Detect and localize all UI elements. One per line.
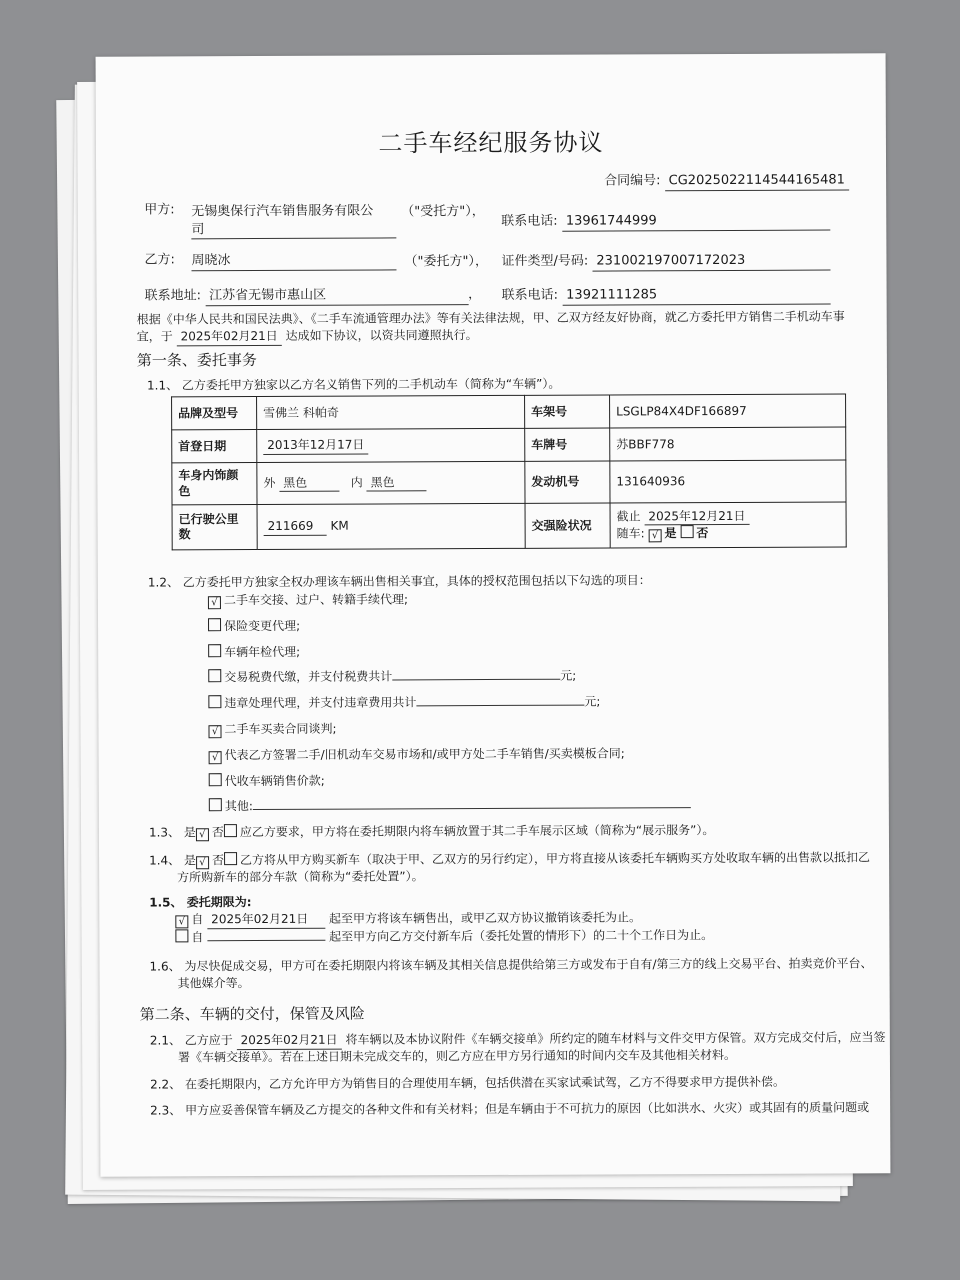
mileage-label: 已行驶公里 数 [172,505,257,551]
clause-1-4-cont: 方所购新车的部分车款（简称为“委托处置”）。 [177,869,424,885]
insurance-no-checkbox[interactable] [680,526,693,539]
document-title: 二手车经纪服务协议 [378,128,604,158]
contract-page [96,53,891,1176]
party-b-role: （"委托方"）， [404,254,488,270]
clause-1-3-yes-checkbox[interactable]: √ [196,828,209,841]
option-item: 其他: [209,793,691,821]
option-item: √ 二手车买卖合同谈判; [208,715,690,743]
party-a-label: 甲方: [144,202,175,218]
section-2-heading: 第二条、车辆的交付，保管及风险 [139,1004,365,1024]
option-checkbox[interactable] [208,695,221,708]
plate-label: 车牌号 [525,428,610,461]
option-checkbox[interactable] [208,618,221,631]
vin-value: LSGLP84X4DF166897 [610,394,846,428]
reg-date-label: 首登日期 [172,430,257,463]
insurance-label: 交强险状况 [525,503,610,549]
option-checkbox[interactable] [209,773,222,786]
option-item: √ 代表乙方签署二手/旧机动车交易市场和/或甲方处二手车销售/买卖模板合同; [209,741,691,769]
option-checkbox[interactable]: √ [208,596,221,609]
contract-number: 合同编号: CG2025022114544165481 [604,171,849,191]
option-item: √ 二手车交接、过户、转籍手续代理; [208,586,690,614]
preamble-line-2: 宜，于 2025年02月21日 达成如下协议，以资共同遵照执行。 [137,327,478,346]
term-option-1: √ 自 2025年02月21日 起至甲方将该车辆售出，或甲乙双方协议撤销该委托为止。 [175,909,641,929]
party-a-phone: 联系电话: 13961744999 [501,212,830,233]
brand-value: 雪佛兰 科帕奇 [257,395,525,429]
term-1-checkbox[interactable]: √ [175,915,188,928]
color-label: 车身内饰颜 色 [172,463,257,506]
option-item: 代收车辆销售价款; [209,767,691,795]
option-checkbox[interactable]: √ [208,725,221,738]
brand-label: 品牌及型号 [172,397,257,430]
authorization-options [208,586,691,820]
option-checkbox[interactable]: √ [209,751,222,764]
address-row: 联系地址: 江苏省无锡市惠山区 ， [145,286,482,307]
party-b-id: 证件类型/号码: 231002197007172023 [501,252,830,273]
mileage-value: 211669 KM [257,504,525,550]
clause-1-6: 1.6、 为尽快促成交易，甲方可在委托期限内将该车辆及其相关信息提供给第三方或发布于自有/第三方的线上交易平台、拍卖竞价平台、 [149,956,873,974]
reg-date-value: 2013年12月17日 [257,428,525,462]
insurance-value: 截止 2025年12月21日 随车: √ 是 否 [610,502,846,548]
clause-1-3: 1.3、 是 √ 否 应乙方要求，甲方将在委托期限内将车辆放置于其二手车展示区域（简称为“展示服务”）。 [148,823,715,841]
party-b-phone: 联系电话: 13921111285 [502,286,831,307]
vehicle-info-table [171,393,847,550]
section-1-heading: 第一条、委托事务 [136,351,257,370]
clause-2-1-cont: 署《车辆交接单》。若在上述日期未完成交车的，则乙方应在甲方另行通知的时间内交车及其他相关材料。 [177,1047,736,1065]
option-item: 交易税费代缴，并支付税费共计 元; [208,664,690,692]
term-2-checkbox[interactable] [175,929,188,942]
vin-label: 车架号 [525,395,610,428]
clause-1-5: 1.5、 委托期限为: [149,895,252,910]
clause-2-2: 2.2、 在委托期限内，乙方允许甲方为销售目的合理使用车辆，包括供潜在买家试乘试驾，乙方不得要求甲方提供补偿。 [150,1074,785,1092]
clause-1-4-no-checkbox[interactable] [224,852,237,865]
party-a-name: 无锡奥保行汽车销售服务有限公 司 [191,202,396,239]
clause-1-3-no-checkbox[interactable] [224,824,237,837]
term-option-2: 自 起至甲方向乙方交付新车后（委托处置的情形下）的二十个工作日为止。 [175,927,713,946]
clause-2-3: 2.3、 甲方应妥善保管车辆及乙方提交的各种文件和有关材料；但是车辆由于不可抗力的原因（比如洪水、火灾）或其固有的质量问题或 [150,1100,870,1118]
party-a-role: （"受托方"）， [401,204,485,220]
engine-label: 发动机号 [525,461,610,504]
plate-value: 苏BBF778 [610,427,846,461]
option-item: 违章处理代理，并支付违章费用共计 元; [208,689,690,717]
clause-1-4: 1.4、 是 √ 否 乙方将从甲方购买新车（取决于甲、乙双方的另行约定），甲方将直接从该委托车辆购买方处收取车辆的出售款以抵扣乙 [149,850,871,869]
color-value: 外 黑色 内 黑色 [257,461,525,504]
insurance-yes-checkbox[interactable]: √ [649,530,662,543]
option-checkbox[interactable] [208,644,221,657]
clause-1-6-cont: 其他媒介等。 [177,976,250,991]
option-checkbox[interactable] [209,799,222,812]
clause-1-2: 1.2、 乙方委托甲方独家全权办理该车辆出售相关事宜，具体的授权范围包括以下勾选的项目： [147,573,651,590]
clause-2-1: 2.1、 乙方应于 2025年02月21日 将车辆以及本协议附件《车辆交接单》所约定的随车材料与文件交甲方保管。双方完成交付后，应当签 [150,1029,886,1050]
engine-value: 131640936 [610,460,846,503]
clause-1-4-yes-checkbox[interactable]: √ [196,856,209,869]
option-item: 保险变更代理; [208,612,690,640]
option-item: 车辆年检代理; [208,638,690,666]
preamble-line-1: 根据《中华人民共和国民法典》、《二手车流通管理办法》等有关法律法规，甲、乙双方经友好协商，就乙方委托甲方销售二手机动车事 [136,309,845,327]
clause-1-1: 1.1、 乙方委托甲方独家以乙方名义销售下列的二手机动车（简称为“车辆”）。 [146,376,561,393]
option-checkbox[interactable] [208,670,221,683]
party-b-label: 乙方: [144,252,175,268]
party-b-name: 周晓冰 [191,251,396,271]
